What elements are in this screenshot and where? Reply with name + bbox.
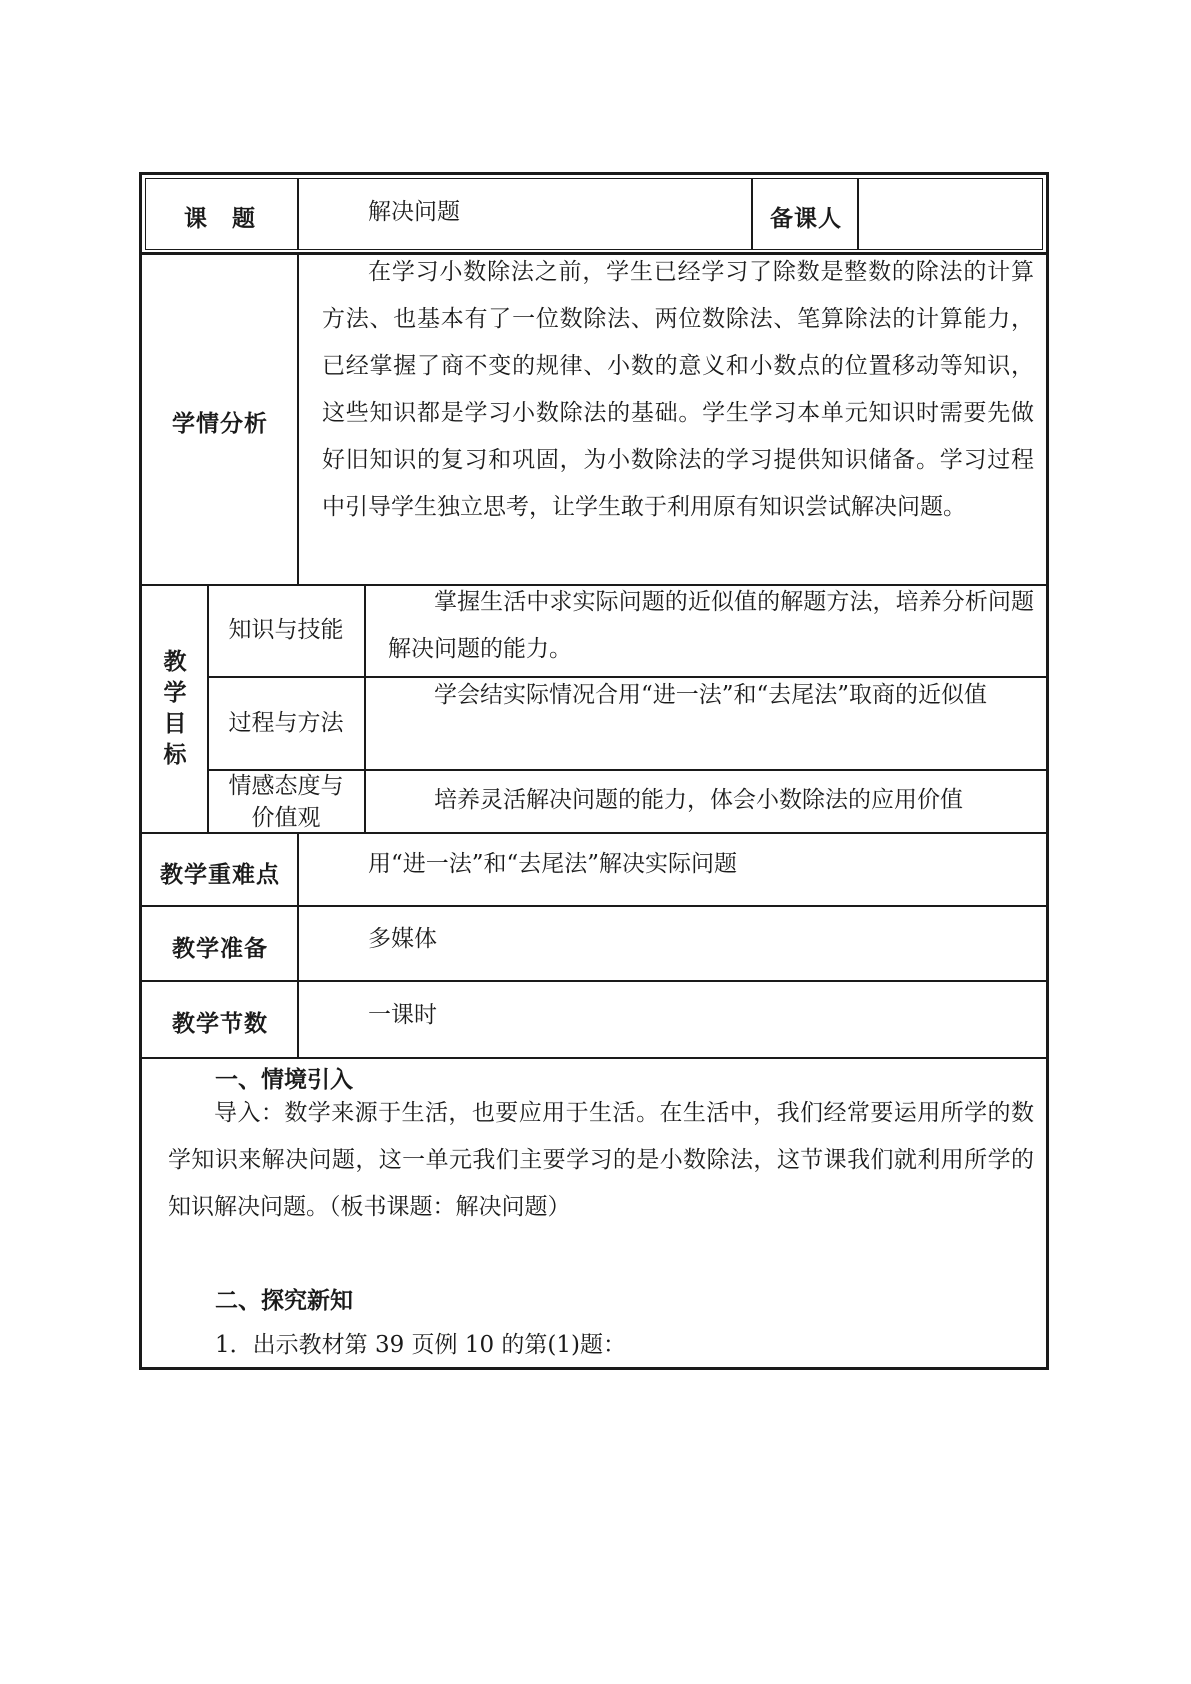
objective-emotion-text: 培养灵活解决问题的能力，体会小数除法的应用价值: [434, 787, 963, 813]
objectives-label: [160, 646, 190, 770]
periods-text: 一课时: [368, 1002, 437, 1028]
divider: [297, 178, 299, 250]
topic-value: 解决问题: [368, 199, 460, 225]
objectives-label-char: 目: [163, 710, 187, 737]
divider: [207, 584, 209, 832]
objective-emotion-label: [210, 770, 362, 834]
divider: [857, 178, 859, 250]
divider: [751, 178, 753, 250]
divider: [297, 832, 299, 1057]
objective-knowledge-label: 知识与技能: [228, 617, 344, 643]
section-heading: 一、情境引入: [215, 1066, 353, 1093]
preparer-label: 备课人: [770, 205, 842, 232]
key-points-text: 用“进一法”和“去尾法”解决实际问题: [368, 851, 738, 877]
key-points-label: 教学重难点: [160, 861, 280, 888]
analysis-label: 学情分析: [172, 410, 268, 437]
analysis-text: 在学习小数除法之前，学生已经学习了除数是整数的除法的计算方法、也基本有了一位数除法、两位数除法、笔算除法的计算能力，已经掌握了商不变的规律、小数的意义和小数点的位置移动等知识，这些知识都是学习小数除法的基础。学生学习本单元知识时需要先做好旧知识的复习和巩固，为小数除法的学习提供知识储备。学习过程中引导学生独立思考，让学生敢于利用原有知识尝试解决问题。: [322, 259, 1034, 520]
objective-knowledge-text: 掌握生活中求实际问题的近似值的解题方法，培养分析问题解决问题的能力。: [388, 589, 1034, 662]
objectives-label-char: 学: [163, 679, 187, 706]
divider: [364, 584, 366, 832]
divider: [142, 1057, 1046, 1059]
objectives-label-char: 教: [163, 648, 187, 675]
objectives-label-char: 标: [163, 741, 187, 768]
divider: [142, 980, 1046, 982]
objective-process-label: 过程与方法: [228, 710, 344, 736]
periods-label: 教学节数: [172, 1010, 268, 1037]
topic-label: 课 题: [184, 205, 256, 232]
preparation-label: 教学准备: [172, 935, 268, 962]
section-intro-text: 导入：数学来源于生活，也要应用于生活。在生活中，我们经常要运用所学的数学知识来解决问题，这一单元我们主要学习的是小数除法，这节课我们就利用所学的知识解决问题。（板书课题：解决问题）: [168, 1100, 1034, 1220]
divider: [142, 905, 1046, 907]
divider: [297, 254, 299, 584]
objective-process-text: 学会结实际情况合用“进一法”和“去尾法”取商的近似值: [434, 682, 988, 708]
preparation-text: 多媒体: [368, 926, 437, 952]
objective-emotion-label-line: 情感态度与: [228, 773, 344, 799]
objective-emotion-label-line: 价值观: [251, 805, 321, 831]
section-heading: 二、探究新知: [215, 1287, 353, 1314]
section-item: 1．出示教材第 39 页例 10 的第(1)题：: [215, 1332, 626, 1358]
